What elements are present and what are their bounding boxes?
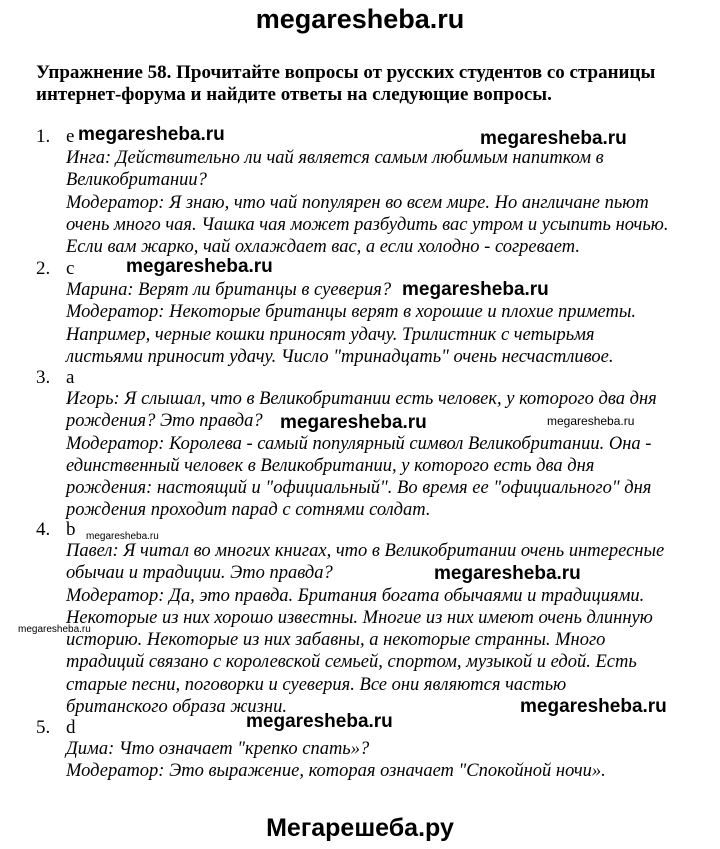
- watermark: megaresheba.ru: [520, 696, 667, 717]
- answer-letter: a: [66, 367, 75, 388]
- answer-line: Некоторые из них хорошо известны. Многие из них имеют очень длинную: [66, 607, 653, 628]
- answer-block-2: [66, 279, 706, 368]
- watermark: megaresheba.ru: [480, 128, 627, 149]
- answer-line: обычаи и традиции. Это правда?: [66, 563, 333, 584]
- answer-block-4: [66, 540, 706, 718]
- answer-number: 3.: [36, 367, 51, 388]
- watermark: megaresheba.ru: [280, 412, 427, 433]
- watermark: megaresheba.ru: [86, 531, 159, 542]
- answer-line: листьями приносит удачу. Число "тринадцать" очень несчастливое.: [66, 346, 614, 367]
- answer-line: единственный человек в Великобритании, у которого есть два дня: [66, 455, 595, 476]
- site-footer-title: Мегарешеба.ру: [266, 814, 454, 842]
- answer-line: Если вам жарко, чай охлаждает вас, а если холодно - согревает.: [66, 237, 580, 258]
- watermark: megaresheba.ru: [402, 279, 549, 300]
- exercise-heading-line: Упражнение 58. Прочитайте вопросы от русских студентов со страницы: [36, 62, 656, 83]
- answer-line: Модератор: Я знаю, что чай популярен во всем мире. Но англичане пьют: [66, 192, 649, 213]
- answer-line: рождения? Это правда?: [66, 411, 263, 432]
- answer-number: 4.: [36, 519, 51, 540]
- answer-block-5: [66, 738, 706, 783]
- watermark: megaresheba.ru: [246, 711, 393, 732]
- answer-line: традиций связано с королевской семьей, спортом, музыкой и едой. Есть: [66, 652, 637, 673]
- watermark: megaresheba.ru: [434, 563, 581, 584]
- answer-line: Модератор: Это выражение, которая означает "Спокойной ночи».: [66, 761, 606, 782]
- answer-line: Марина: Верят ли британцы в суеверия?: [66, 280, 392, 300]
- answer-line: рождения: настоящий и "официальный". Во время ее "официального" дня: [66, 478, 652, 499]
- answer-letter: e: [66, 126, 75, 147]
- watermark: megaresheba.ru: [547, 414, 635, 428]
- answer-line: Павел: Я читал во многих книгах, что в Великобритании очень интересные: [66, 541, 665, 561]
- answer-letter: c: [66, 258, 75, 279]
- answer-line: Модератор: Королева - самый популярный символ Великобритании. Она -: [66, 433, 652, 454]
- answer-line: рождения проходит парад с сотнями солдат.: [66, 500, 431, 521]
- answer-line: старые песни, поговорки и суеверия. Все они являются частью: [66, 674, 567, 695]
- watermark: megaresheba.ru: [78, 124, 225, 145]
- answer-number: 2.: [36, 258, 51, 279]
- answer-line: Дима: Что означает "крепко спать»?: [66, 739, 370, 759]
- answer-block-1: [66, 147, 706, 258]
- answer-letter: b: [66, 519, 76, 540]
- exercise-heading-line: интернет-форума и найдите ответы на следующие вопросы.: [36, 84, 552, 105]
- watermark: megaresheba.ru: [126, 256, 273, 277]
- answer-line: Инга: Действительно ли чай является самым любимым напитком в: [66, 148, 604, 168]
- answer-line: Модератор: Да, это правда. Британия богата обычаями и традициями.: [66, 585, 645, 606]
- answer-line: Модератор: Некоторые британцы верят в хорошие и плохие приметы.: [66, 302, 636, 323]
- answer-number: 1.: [36, 126, 51, 147]
- answer-line: Игорь: Я слышал, что в Великобритании есть человек, у которого два дня: [66, 389, 657, 409]
- answer-line: очень много чая. Чашка чая может разбудить вас утром и усыпить ночью.: [66, 214, 669, 235]
- answer-letter: d: [66, 717, 76, 738]
- answer-block-3: [66, 388, 706, 522]
- watermark: megaresheba.ru: [18, 624, 91, 635]
- answer-line: британского образа жизни.: [66, 697, 287, 718]
- site-header-title: megaresheba.ru: [255, 4, 465, 34]
- exercise-heading: [36, 62, 686, 106]
- answer-line: Великобритании?: [66, 170, 207, 191]
- answer-number: 5.: [36, 717, 51, 738]
- answer-line: историю. Некоторые из них забавны, а некоторые странны. Много: [66, 630, 606, 651]
- answer-line: Например, черные кошки приносят удачу. Трилистник с четырьмя: [66, 324, 595, 345]
